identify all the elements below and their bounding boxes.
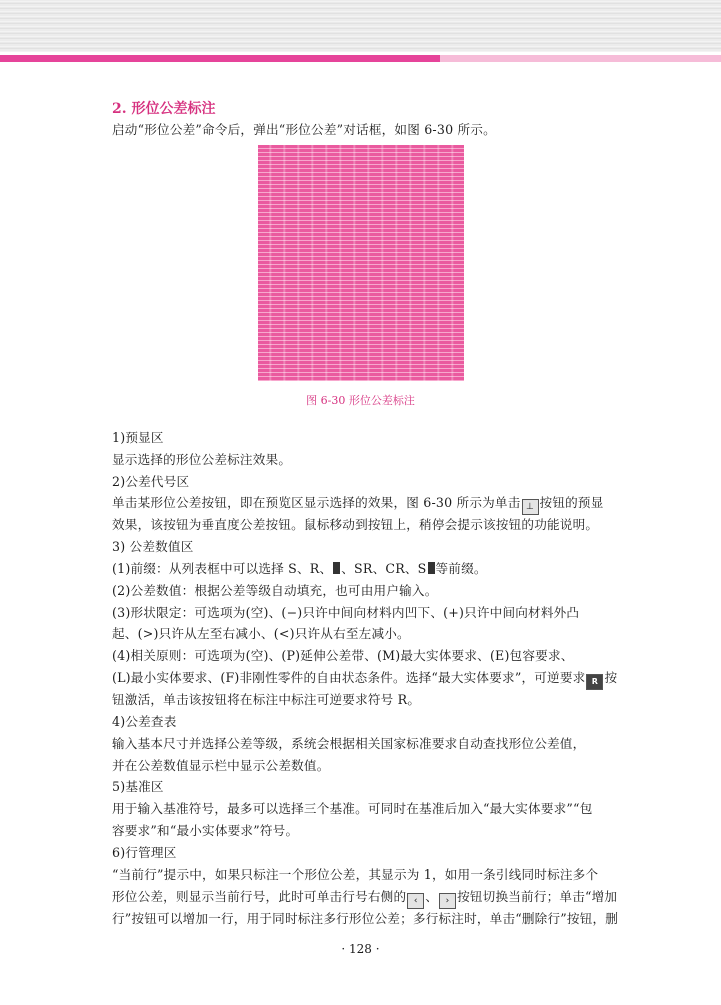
text-line: 容要求”和“最小实体要求”符号。 — [112, 823, 299, 838]
figure-caption: 图 6-30 形位公差标注 — [306, 394, 415, 407]
page-number: · 128 · — [341, 942, 380, 956]
text-segment: 单击某形位公差按钮，即在预览区显示选择的效果，图 6-30 所示为单击 — [112, 495, 521, 510]
text-line: (2)公差数值：根据公差等级自动填充，也可由用户输入。 — [112, 583, 438, 598]
subheading-value: 3) 公差数值区 — [112, 539, 194, 554]
text-line: “当前行”提示中，如果只标注一个形位公差，其显示为 1，如用一条引线同时标注多个 — [112, 867, 599, 882]
text-line: 显示选择的形位公差标注效果。 — [112, 452, 292, 467]
text-line: 用于输入基准符号，最多可以选择三个基准。可同时在基准后加入“最大实体要求”“包 — [112, 801, 593, 816]
next-arrow-icon: › — [439, 893, 456, 909]
subheading-code: 2)公差代号区 — [112, 474, 190, 489]
sphere-symbol-icon — [428, 562, 435, 574]
text-line: 效果，该按钮为垂直度公差按钮。鼠标移动到按钮上，稍停会提示该按钮的功能说明。 — [112, 517, 599, 532]
sphere-symbol-icon — [333, 562, 340, 574]
perpendicular-icon: ⊥ — [522, 499, 539, 515]
subheading-datum: 5)基准区 — [112, 779, 164, 794]
reversible-icon: R — [586, 674, 603, 690]
figure-image — [258, 145, 464, 381]
section-title: 2. 形位公差标注 — [112, 101, 216, 117]
text-segment: (1)前缀：从列表框中可以选择 S、R、 — [112, 561, 333, 576]
text-line: 钮激活，单击该按钮将在标注中标注可逆要求符号 R。 — [112, 692, 421, 707]
text-segment: 按 — [604, 670, 618, 685]
text-line: 行”按钮可以增加一行，用于同时标注多行形位公差；多行标注时，单击“删除行”按钮，删 — [112, 911, 619, 926]
text-line: 并在公差数值显示栏中显示公差数值。 — [112, 758, 330, 773]
intro-paragraph: 启动“形位公差”命令后，弹出“形位公差”对话框，如图 6-30 所示。 — [112, 122, 496, 137]
header-accent-line — [0, 55, 440, 62]
text-segment: 按钮切换当前行；单击“增加 — [457, 889, 618, 904]
subheading-rows: 6)行管理区 — [112, 845, 177, 860]
text-line: 输入基本尺寸并选择公差等级，系统会根据相关国家标准要求自动查找形位公差值， — [112, 736, 586, 751]
header-accent-line-light — [440, 55, 721, 62]
text-segment: 形位公差，则显示当前行号，此时可单击行号右侧的 — [112, 889, 407, 904]
subheading-lookup: 4)公差查表 — [112, 714, 177, 729]
subheading-preview: 1)预显区 — [112, 430, 164, 445]
text-segment: 按钮的预显 — [539, 495, 604, 510]
text-segment: 、SR、CR、S — [341, 561, 427, 576]
prev-arrow-icon: ‹ — [407, 893, 424, 909]
text-segment: 、 — [425, 889, 439, 904]
text-line: (4)相关原则：可选项为(空)、(P)延伸公差带、(M)最大实体要求、(E)包容要求、 — [112, 648, 574, 663]
text-segment: 等前缀。 — [435, 561, 487, 576]
text-line: 起、(>)只许从左至右减小、(<)只许从右至左减小。 — [112, 626, 410, 641]
header-band — [0, 0, 721, 52]
text-segment: (L)最小实体要求、(F)非刚性零件的自由状态条件。选择“最大实体要求”，可逆要求 — [112, 670, 586, 685]
text-line: (3)形状限定：可选项为(空)、(−)只许中间向材料内凹下、(+)只许中间向材料外凸 — [112, 605, 580, 620]
